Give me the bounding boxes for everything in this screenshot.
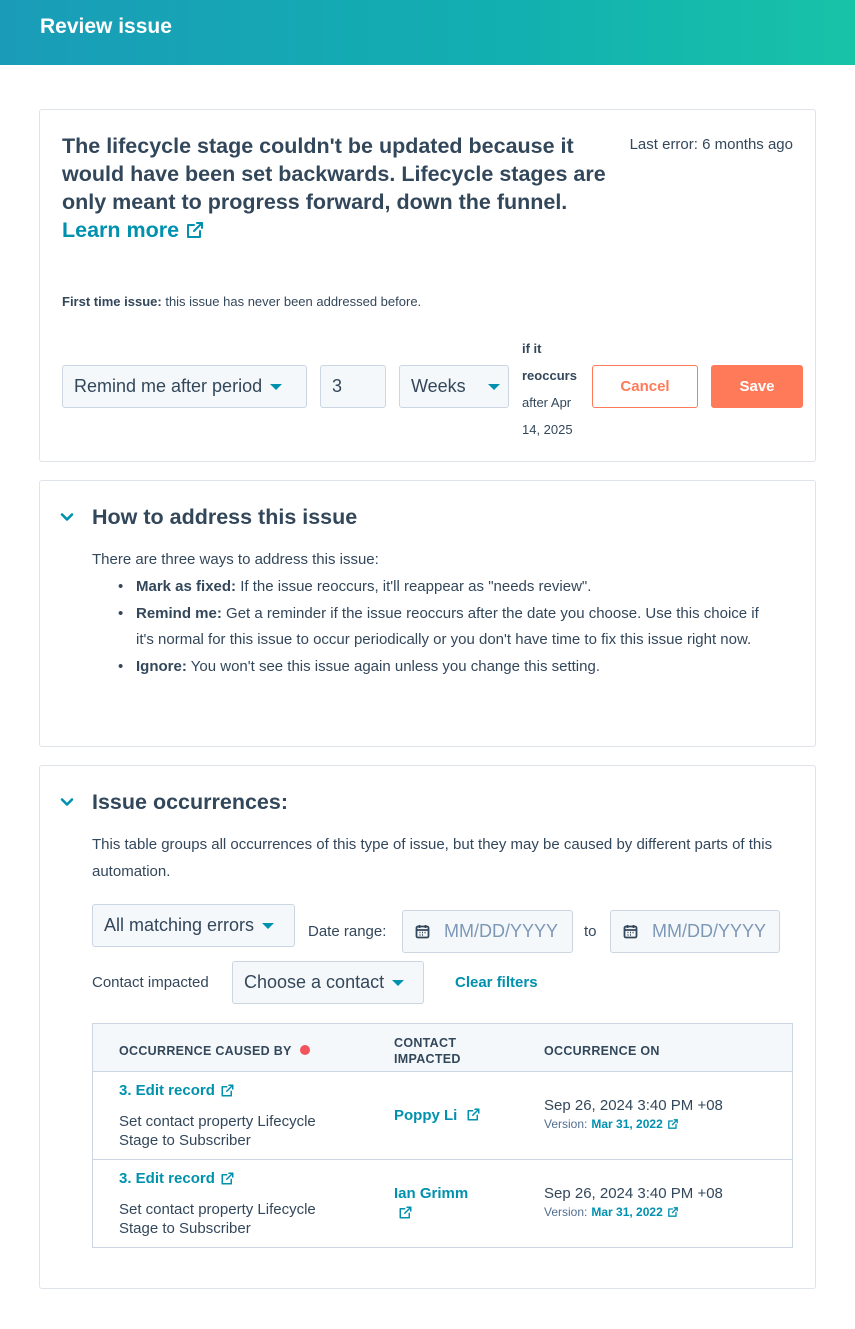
end-date-placeholder: MM/DD/YYYY — [652, 921, 767, 941]
version-info — [544, 1117, 679, 1131]
reoccurs-note — [522, 335, 588, 443]
remind-mode-value: Remind me after period — [74, 376, 263, 396]
column-caused-by — [119, 1043, 310, 1059]
error-filter-dropdown[interactable] — [92, 904, 295, 947]
way-label: Ignore: — [136, 657, 187, 675]
how-to-title[interactable]: How to address this issue — [92, 505, 358, 529]
version-date: Mar 31, 2022 — [591, 1117, 663, 1131]
list-item — [116, 601, 776, 654]
last-error-text: Last error: 6 months ago — [629, 136, 793, 153]
version-date: Mar 31, 2022 — [591, 1205, 663, 1219]
reoccurs-line-4: 14, 2025 — [522, 422, 573, 437]
step-description: Set contact property Lifecycle Stage to Subscriber — [119, 1201, 316, 1237]
page-title: Review issue — [40, 15, 172, 38]
reoccurs-line-3: after Apr — [522, 395, 572, 410]
way-label: Remind me: — [136, 604, 222, 622]
version-label: Version: — [544, 1117, 588, 1131]
date-to-label: to — [584, 923, 597, 940]
issue-message: The lifecycle stage couldn't be updated because it would have been set backwards. Lifecycle stages are only meant to progress forward, down the funnel. — [62, 134, 606, 214]
external-link-icon — [667, 1118, 679, 1130]
how-to-intro: There are three ways to address this issue: — [92, 551, 379, 568]
first-time-notice — [62, 294, 421, 309]
issue-occurrences-card — [39, 765, 816, 1289]
remind-amount-input[interactable]: 3 — [320, 365, 386, 408]
first-time-label: First time issue: — [62, 294, 162, 309]
step-link[interactable] — [119, 1082, 235, 1099]
end-date-input[interactable] — [610, 910, 780, 953]
column-caused-by-label: OCCURRENCE CAUSED BY — [119, 1044, 292, 1058]
external-link-icon — [185, 220, 205, 240]
remind-mode-dropdown[interactable] — [62, 365, 307, 408]
version-info — [544, 1205, 679, 1219]
table-header — [93, 1024, 792, 1072]
start-date-input[interactable] — [402, 910, 573, 953]
chevron-down-icon — [488, 384, 500, 390]
external-link-icon — [466, 1107, 481, 1122]
list-item — [116, 654, 776, 681]
contact-filter-dropdown[interactable] — [232, 961, 424, 1004]
save-button[interactable]: Save — [711, 365, 803, 408]
chevron-down-icon[interactable] — [60, 510, 74, 524]
contact-name: Ian Grimm — [394, 1185, 469, 1202]
issue-title — [62, 132, 607, 244]
step-description: Set contact property Lifecycle Stage to Subscriber — [119, 1113, 316, 1149]
version-label: Version: — [544, 1205, 588, 1219]
page-header — [0, 0, 855, 65]
reoccurs-line-1: if it — [522, 341, 542, 356]
column-contact-line-2: IMPACTED — [394, 1052, 461, 1066]
table-row — [93, 1072, 792, 1160]
external-link-icon — [398, 1205, 413, 1220]
learn-more-label: Learn more — [62, 218, 180, 242]
chevron-down-icon[interactable] — [60, 795, 74, 809]
column-contact — [394, 1035, 461, 1067]
list-item — [116, 574, 776, 601]
version-link[interactable] — [591, 1205, 678, 1219]
step-link-label: 3. Edit record — [119, 1082, 215, 1099]
issue-summary-card — [39, 109, 816, 462]
column-occurrence-on: OCCURRENCE ON — [544, 1044, 660, 1058]
cancel-button[interactable]: Cancel — [592, 365, 698, 408]
error-filter-value: All matching errors — [104, 915, 255, 935]
chevron-down-icon — [392, 980, 404, 986]
reoccurs-line-2: reoccurs — [522, 368, 577, 383]
column-contact-line-1: CONTACT — [394, 1036, 457, 1050]
occurrence-date: Sep 26, 2024 3:40 PM +08 — [544, 1097, 723, 1114]
date-range-label: Date range: — [308, 923, 387, 940]
remind-unit-value: Weeks — [411, 376, 466, 396]
start-date-placeholder: MM/DD/YYYY — [444, 921, 559, 941]
chevron-down-icon — [262, 923, 274, 929]
way-text: Get a reminder if the issue reoccurs after the date you choose. Use this choice if it's normal for this issue to occur periodically or you don't have time to fix this issue right now. — [136, 604, 759, 648]
external-link-icon — [667, 1206, 679, 1218]
step-link-label: 3. Edit record — [119, 1170, 215, 1187]
calendar-icon — [415, 924, 430, 939]
occurrences-title[interactable]: Issue occurrences: — [92, 790, 288, 814]
way-label: Mark as fixed: — [136, 578, 237, 595]
calendar-icon — [623, 924, 638, 939]
occurrences-table — [92, 1023, 793, 1248]
error-dot-icon — [300, 1045, 310, 1055]
contact-impacted-label: Contact impacted — [92, 974, 209, 991]
contact-link[interactable] — [394, 1106, 481, 1125]
how-to-address-card — [39, 480, 816, 747]
clear-filters-button[interactable]: Clear filters — [455, 974, 538, 991]
contact-link[interactable] — [394, 1184, 468, 1220]
chevron-down-icon — [270, 384, 282, 390]
external-link-icon — [220, 1171, 235, 1186]
first-time-text: this issue has never been addressed before. — [165, 294, 422, 309]
occurrence-date: Sep 26, 2024 3:40 PM +08 — [544, 1185, 723, 1202]
contact-filter-value: Choose a contact — [244, 972, 385, 992]
learn-more-link[interactable] — [62, 216, 205, 244]
step-link[interactable] — [119, 1170, 235, 1187]
contact-name: Poppy Li — [394, 1107, 458, 1124]
table-row — [93, 1160, 792, 1248]
external-link-icon — [220, 1083, 235, 1098]
remind-unit-dropdown[interactable] — [399, 365, 509, 408]
way-text: You won't see this issue again unless you change this setting. — [190, 657, 600, 675]
ways-list — [116, 574, 776, 680]
version-link[interactable] — [591, 1117, 678, 1131]
occurrences-description: This table groups all occurrences of this type of issue, but they may be caused by different parts of this automation. — [92, 836, 773, 880]
way-text: If the issue reoccurs, it'll reappear as "needs review". — [240, 578, 592, 595]
